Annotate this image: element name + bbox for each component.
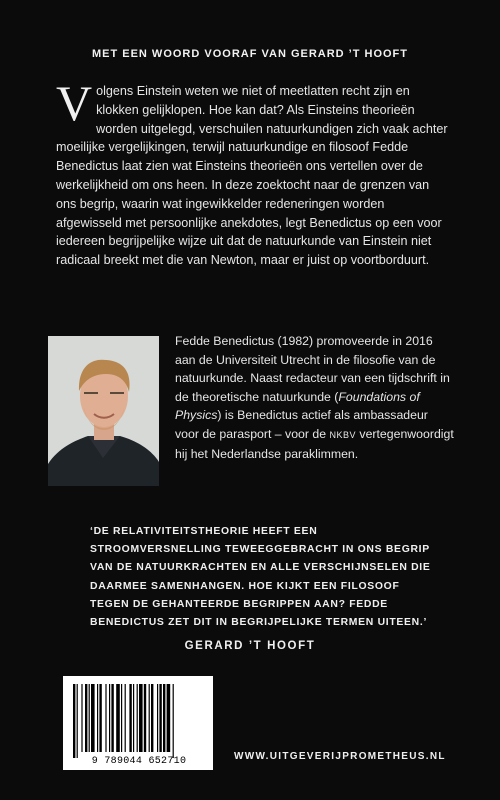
barcode-bar <box>151 684 153 752</box>
isbn-digits: 9 789044 652710 <box>91 756 187 767</box>
barcode-bar <box>77 684 78 758</box>
endorsement-quote: ‘DE RELATIVITEITSTHEORIE HEEFT EEN STROOMVERSNELLING TEWEEGGEBRACHT IN ONS BEGRIP VAN DE NATUURKRACHTEN EN ALLE VERSCHIJNSELEN DIE DAARMEE SAMENHANGEN. HOE KIJKT EEN FILOSOOF TEGEN DE GEHANTEERDE BEGRIPPEN AAN? FEDDE BENEDICTUS ZET DIT IN BEGRIJPELIJKE TERMEN UITEEN.’ <box>90 526 431 629</box>
intro-paragraph <box>56 75 448 270</box>
bio-text-3: vertegenwoordigt hij het Nederlandse paraklimmen. <box>175 426 454 461</box>
barcode-bar <box>111 684 113 752</box>
barcode-bar <box>121 684 122 752</box>
barcode-bar <box>149 684 150 752</box>
author-photo <box>48 336 159 486</box>
barcode-bar <box>85 684 87 752</box>
quote-author: GERARD ’T HOOFT <box>184 640 316 652</box>
barcode <box>63 676 213 770</box>
barcode-bar <box>163 684 165 752</box>
barcode-bar <box>129 684 131 752</box>
bio-text-1: Fedde Benedictus (1982) promoveerde in 2016 aan de Universiteit Utrecht in de filosofie van de natuurkunde. Naast redacteur van een tijdschrift in de theoretische natuurkunde ( <box>175 334 450 404</box>
barcode-bar <box>139 684 143 752</box>
barcode-bar <box>125 684 126 752</box>
barcode-bar <box>157 684 158 752</box>
barcode-bar <box>144 684 146 752</box>
barcode-bar <box>133 684 134 752</box>
barcode-bar <box>89 684 90 752</box>
journal-title: Foundations of Physics <box>175 389 420 423</box>
barcode-bar <box>97 684 98 752</box>
author-bio <box>175 332 455 463</box>
intro-text: olgens Einstein weten we niet of meetlatten recht zijn en klokken gelijklopen. Hoe kan dat? Als Einsteins theorieën worden uitgelegd, verschuilen natuurkundigen zich vaak achter moeilijke vergelijkingen, terwijl natuurkundige en filosoof Fedde Benedictus laat zien wat Einsteins theorieën ons vertellen over de werkelijkheid om ons heen. In deze zoektocht naar de grenzen van ons begrip, waarin wat ingewikkelder redeneringen worden afgewisseld met persoonlijke anekdotes, legt Benedictus op een voor iedereen begrijpelijke wijze uit dat de natuurkunde van Einstein niet radicaal breekt met die van Newton, maar er juist op voortborduurt. <box>56 84 448 268</box>
drop-cap: V <box>56 75 93 131</box>
barcode-bar <box>91 684 95 752</box>
barcode-bar <box>99 684 101 752</box>
bio-text-2: ) is Benedictus actief als ambassadeur voor de parasport – voor de <box>175 408 428 441</box>
barcode-bar <box>173 684 174 758</box>
barcode-bar <box>116 684 120 752</box>
barcode-bar <box>137 684 138 752</box>
barcode-bar <box>167 684 171 752</box>
barcode-bar <box>105 684 106 752</box>
barcode-bar <box>109 684 110 752</box>
author-portrait-image <box>48 336 159 486</box>
barcode-bar <box>159 684 161 752</box>
barcode-bar <box>81 684 82 752</box>
foreword-credit: MET EEN WOORD VOORAF VAN GERARD ’T HOOFT <box>91 48 408 60</box>
org-abbreviation: NKBV <box>329 429 357 440</box>
barcode-bar <box>73 684 75 758</box>
publisher-website: WWW.UITGEVERIJPROMETHEUS.NL <box>234 751 446 762</box>
